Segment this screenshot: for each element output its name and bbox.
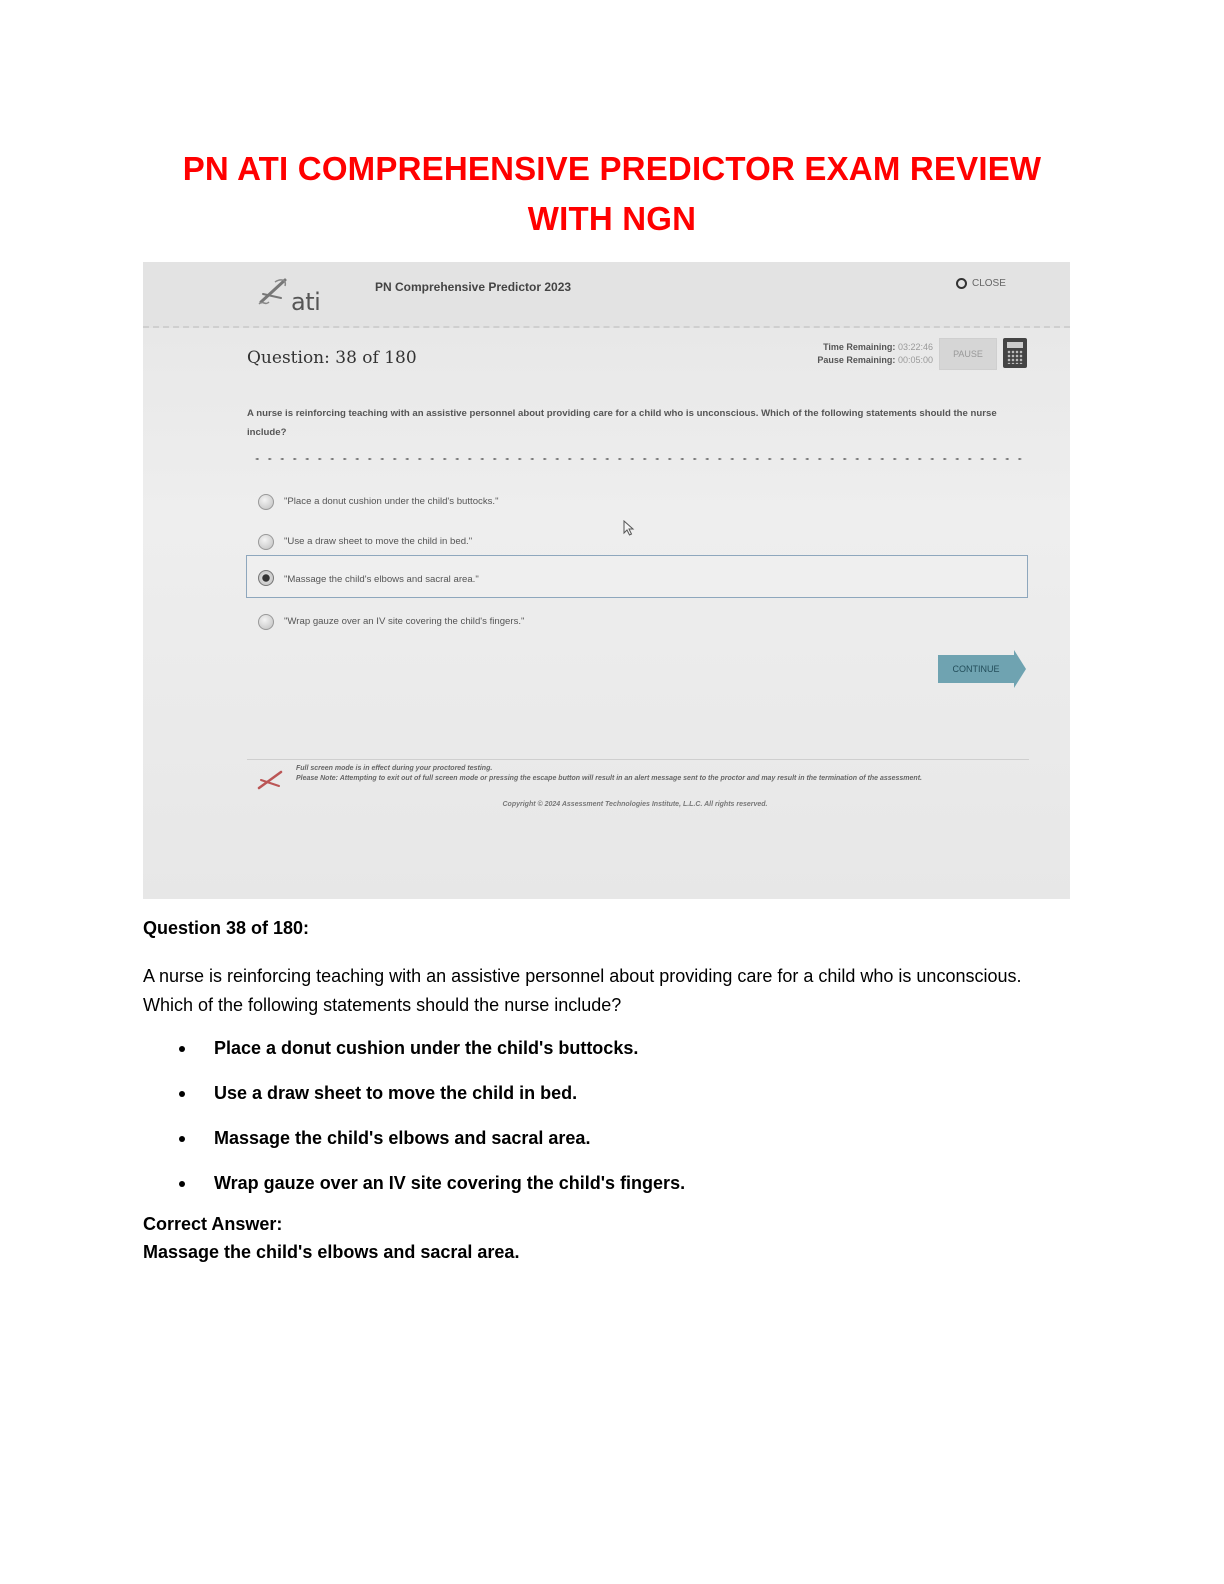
bullet-icon — [179, 1046, 185, 1052]
footer-fullscreen-note: Full screen mode is in effect during your proctored testing. — [296, 765, 493, 772]
timers — [763, 341, 933, 367]
exam-name: PN Comprehensive Predictor 2023 — [375, 280, 572, 294]
list-item — [143, 1079, 1043, 1124]
document-title — [0, 144, 1224, 244]
bullet-icon — [179, 1091, 185, 1097]
calculator-icon[interactable] — [1003, 338, 1027, 368]
ati-footer-logo-icon — [255, 768, 287, 792]
correct-answer-label: Correct Answer: — [143, 1214, 283, 1234]
question-number: Question: 38 of 180 — [247, 348, 417, 368]
ati-logo-text: ati — [291, 288, 321, 316]
bullet-icon — [179, 1181, 185, 1187]
document-title-line-2: WITH NGN — [527, 200, 697, 237]
review-options-list — [143, 1034, 1043, 1214]
correct-answer-text: Massage the child's elbows and sacral area. — [143, 1242, 520, 1262]
review-question-stem: A nurse is reinforcing teaching with an assistive personnel about providing care for a child who is unconscious. Which of the following statements should the nurse include? — [143, 966, 1022, 1015]
pause-remaining — [763, 354, 933, 367]
pause-remaining-label: Pause Remaining: — [817, 355, 896, 365]
list-item — [143, 1169, 1043, 1214]
review-option-text: Place a donut cushion under the child's buttocks. — [214, 1038, 639, 1058]
footer-warning-note: Please Note: Attempting to exit out of full screen mode or pressing the escape button will result in an alert message sent to the proctor and may result in the termination of the assessment. — [296, 775, 922, 782]
dotted-divider — [251, 456, 1023, 462]
mouse-cursor-icon — [623, 520, 635, 536]
answer-option-1[interactable] — [246, 482, 1028, 522]
answer-option-text: "Massage the child's elbows and sacral area." — [284, 574, 479, 585]
time-remaining — [763, 341, 933, 354]
continue-button[interactable]: CONTINUE — [938, 655, 1014, 683]
review-question-heading: Question 38 of 180: — [143, 918, 310, 938]
list-item — [143, 1124, 1043, 1169]
answer-option-4[interactable] — [246, 602, 1028, 642]
close-icon — [956, 278, 967, 289]
continue-arrow-icon[interactable] — [1014, 650, 1026, 688]
bullet-icon — [179, 1136, 185, 1142]
document-title-line-1: PN ATI COMPREHENSIVE PREDICTOR EXAM REVIEW — [182, 150, 1042, 187]
close-label: CLOSE — [972, 278, 1006, 289]
copyright: Copyright © 2024 Assessment Technologies Institute, L.L.C. All rights reserved. — [502, 801, 768, 808]
list-item — [143, 1034, 1043, 1079]
ati-logo-icon — [255, 272, 295, 312]
answer-option-text: "Use a draw sheet to move the child in bed." — [284, 536, 473, 547]
review-option-text: Use a draw sheet to move the child in bed. — [214, 1083, 578, 1103]
radio-button[interactable] — [258, 614, 274, 630]
ati-logo — [255, 272, 335, 320]
radio-button[interactable] — [258, 494, 274, 510]
question-stem: A nurse is reinforcing teaching with an assistive personnel about providing care for a child who is unconscious. Which of the following statements should the nurse include? — [247, 408, 997, 438]
footer-divider — [247, 759, 1029, 760]
review-option-text: Wrap gauze over an IV site covering the child's fingers. — [214, 1173, 686, 1193]
time-remaining-value: 03:22:46 — [897, 342, 933, 352]
answer-option-text: "Wrap gauze over an IV site covering the child's fingers." — [284, 616, 525, 627]
radio-button[interactable] — [258, 534, 274, 550]
answer-option-text: "Place a donut cushion under the child's buttocks." — [284, 496, 499, 507]
pause-button[interactable]: PAUSE — [939, 338, 997, 370]
review-option-text: Massage the child's elbows and sacral area. — [214, 1128, 591, 1148]
close-button[interactable] — [956, 278, 1006, 289]
exam-header — [143, 262, 1070, 328]
answer-option-3-selected[interactable] — [246, 555, 1028, 598]
time-remaining-label: Time Remaining: — [823, 342, 896, 352]
radio-button-selected[interactable] — [258, 570, 274, 586]
exam-screenshot — [143, 262, 1070, 899]
pause-remaining-value: 00:05:00 — [897, 355, 933, 365]
footer-notice — [296, 765, 1016, 785]
